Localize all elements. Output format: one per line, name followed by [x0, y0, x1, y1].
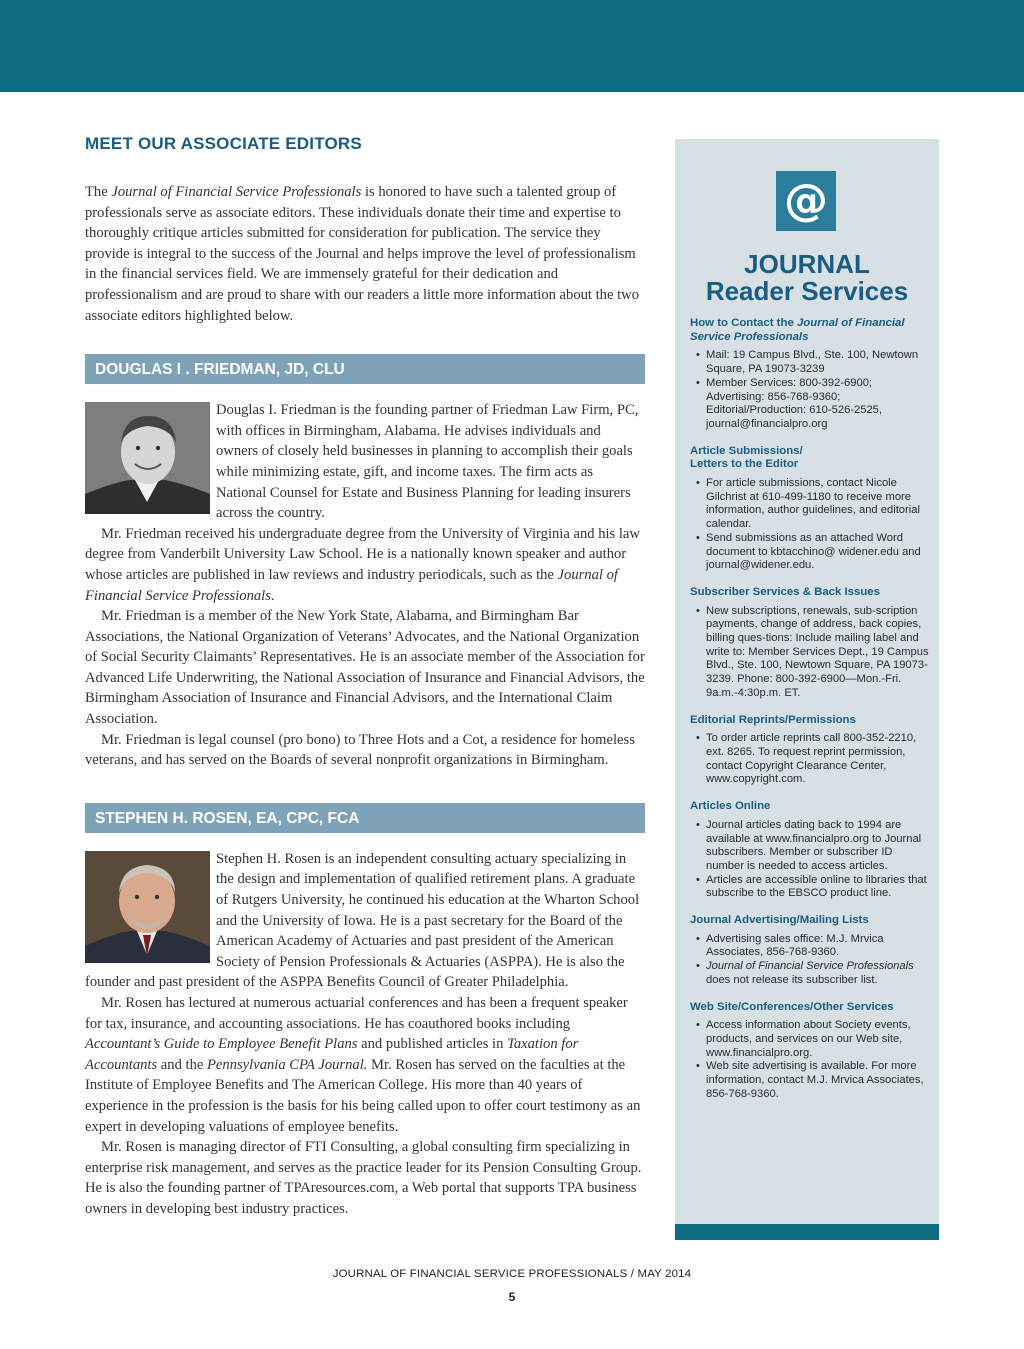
list-item: • Articles are accessible online to libraries that subscribe to the EBSCO product line.	[690, 874, 930, 901]
list-item: • Mail: 19 Campus Blvd., Ste. 100, Newtown Square, PA 19073-3239	[690, 349, 930, 376]
list-item: • Journal articles dating back to 1994 are available at www.financialpro.org to Journal subscribers. Member or subscriber ID number is needed to access articles.	[690, 819, 930, 874]
reprints-heading: Editorial Reprints/Permissions	[690, 713, 856, 726]
editor1-paragraph-4: Mr. Friedman is legal counsel (pro bono) to Three Hots and a Cot, a residence for homeless veterans, and has served on the Boards of several nonprofit organizations in Birmingham.	[85, 731, 635, 769]
editor2-p2-text-d: Mr. Rosen has served on the faculties at the Institute of Employee Benefits and The American College. His more than 40 years of experience in the profession is the basis for his being called upon to offer court testimony as an expert in developing valuations of employee benefits.	[85, 1056, 641, 1135]
editor1-paragraph-2	[85, 524, 645, 606]
advertising-heading: Journal Advertising/Mailing Lists	[690, 914, 869, 927]
contact-heading	[690, 317, 930, 344]
editor2-paragraph-3: Mr. Rosen is managing director of FTI Consulting, a global consulting firm specializing in enterprise risk management, and serves as the practice leader for its Pension Consulting Group. He is also the founding partner of TPAresources.com, a Web portal that supports TPA business owners in developing best industry practices.	[85, 1139, 642, 1217]
footer-journal-line: JOURNAL OF FINANCIAL SERVICE PROFESSIONALS / MAY 2014	[332, 1268, 692, 1280]
header-band	[0, 0, 1024, 92]
list-item: • New subscriptions, renewals, sub-scription payments, change of address, back copies, billing ques-tions: Include mailing label and write to: Member Services Dept., 19 Campus Blvd., Ste. 100, Newtown Square, PA 19073-3239. Phone: 800-392-6900—Mon.-Fri. 9a.m.-4:30p.m. ET.	[690, 605, 930, 701]
editor2-p2-text: Mr. Rosen has lectured at numerous actuarial conferences and has been a frequent speaker for tax, insurance, and accounting associations. He has coauthored books including	[85, 995, 628, 1032]
web-heading: Web Site/Conferences/Other Services	[690, 1000, 894, 1013]
contact-section	[690, 317, 930, 432]
editor1-p2-end: .	[270, 587, 275, 604]
section-heading: MEET OUR ASSOCIATE EDITORS	[85, 134, 362, 153]
subscriber-heading: Subscriber Services & Back Issues	[690, 585, 880, 598]
sidebar-footer-band	[675, 1224, 939, 1240]
submissions-section	[690, 445, 930, 573]
intro-paragraph	[85, 182, 645, 326]
list-item: • Advertising sales office: M.J. Mrvica Associates, 856-768-9360.	[690, 933, 930, 960]
submissions-heading: Article Submissions/ Letters to the Editor	[690, 444, 803, 471]
at-symbol: @	[784, 175, 828, 226]
editor2-paragraph-2	[85, 993, 645, 1137]
advertising-journal: Journal of Financial Service Professionals	[706, 960, 914, 973]
list-item: • Member Services: 800-392-6900; Advertising: 856-768-9360; Editorial/Production: 610-526-2525, journal@financialpro.org	[690, 377, 930, 432]
editor2-paragraph-1: Stephen H. Rosen is an independent consulting actuary specializing in the design and implementation of qualified retirement plans. A graduate of Rutgers University, he continued his education at the Wharton School and the University of Iowa. He is a past secretary for the Board of the American Academy of Actuaries and past president of the American Society of Pension Professionals & Actuaries (ASPPA). He is also the founder and past president of the ASPPA Benefits Council of Greater Philadelphia.	[85, 850, 640, 991]
list-item: • Access information about Society events, products, and services on our Web site, www.financialpro.org.	[690, 1019, 930, 1060]
contact-heading-text: How to Contact the	[690, 317, 797, 329]
reprints-section	[690, 714, 930, 788]
intro-text: The	[85, 184, 112, 200]
editor1-name-bar: DOUGLAS I . FRIEDMAN, JD, CLU	[85, 354, 645, 384]
list-item: • For article submissions, contact Nicole Gilchrist at 610-499-1180 to receive more information, author guidelines, and editorial calendar.	[690, 477, 930, 532]
web-section	[690, 1001, 930, 1102]
advertising-text: does not release its subscriber list.	[706, 973, 878, 986]
at-icon	[776, 171, 836, 231]
contact-heading-journal: Journal of Financial Service Professionals	[690, 317, 905, 343]
editor2-publication-1: Taxation for Accountants	[85, 1036, 579, 1073]
editor1-photo	[85, 402, 210, 514]
sidebar-title-reader-services: Reader Services	[705, 276, 909, 306]
intro-journal-title: Journal of Financial Service Professionals	[111, 184, 362, 200]
editor1-p2-text: Mr. Friedman received his undergraduate degree from the University of Virginia and his law degree from Vanderbilt University Law School. He is a nationally known speaker and author whose articles are published in law reviews and industry periodicals, such as the	[85, 525, 640, 583]
editor1-paragraph-1: Douglas I. Friedman is the founding partner of Friedman Law Firm, PC, with offices in Birmingham, Alabama. He advises individuals and owners of closely held businesses in planning to accomplish their goals while minimizing estate, gift, and income taxes. The firm acts as National Counsel for Estate and Business Planning for leading insurers across the country.	[216, 402, 639, 522]
list-item	[690, 960, 930, 987]
list-item: • To order article reprints call 800-352-2210, ext. 8265. To request reprint permission, contact Copyright Clearance Center, www.copyright.com.	[690, 732, 930, 787]
list-item: • Send submissions as an attached Word document to kbtacchino@ widener.edu and journal@widener.edu.	[690, 532, 930, 573]
page-number: 5	[508, 1290, 516, 1304]
editor1-bio	[85, 400, 645, 771]
editor1-paragraph-3: Mr. Friedman is a member of the New York State, Alabama, and Birmingham Bar Associations, the National Organization of Veterans’ Advocates, and the National Organization of Social Security Claimants’ Representatives. He is an associate member of the Association for Advanced Life Underwriting, the National Association of Insurance and Financial Advisors, the Birmingham Association of Insurance and Financial Advisors, and the International Claim Association.	[85, 608, 645, 728]
editor2-p2-text-b: and published articles in	[357, 1036, 508, 1053]
online-section	[690, 800, 930, 901]
editor2-book-title: Accountant’s Guide to Employee Benefit Plans	[85, 1036, 358, 1053]
editor2-name-bar: STEPHEN H. ROSEN, EA, CPC, FCA	[85, 803, 645, 833]
intro-text-rest: is honored to have such a talented group of professionals serve as associate editors. These individuals donate their time and expertise to thoroughly critique articles submitted for consideration for publication. The service they provide is integral to the success of the Journal and helps improve the level of professionalism in the financial services field. We are immensely grateful for their dedication and professionalism and are proud to share with our readers a little more information about the two associate editors highlighted below.	[85, 184, 639, 324]
sidebar-title-journal: JOURNAL	[744, 249, 870, 279]
advertising-section	[690, 914, 930, 988]
online-heading: Articles Online	[690, 800, 771, 813]
reader-services-sidebar	[675, 139, 939, 1240]
main-column	[85, 134, 645, 1220]
editor2-p2-text-c: and the	[157, 1056, 208, 1073]
list-item: • Web site advertising is available. For more information, contact M.J. Mrvica Associates, 856-768-9360.	[690, 1060, 930, 1101]
subscriber-section	[690, 586, 930, 701]
editor2-photo	[85, 851, 210, 963]
editor2-publication-2: Pennsylvania CPA Journal.	[207, 1056, 368, 1073]
sidebar-content	[690, 317, 930, 1114]
editor2-bio	[85, 849, 645, 1220]
editor1-p2-journal: Journal of Financial Service Professionals	[85, 566, 618, 604]
